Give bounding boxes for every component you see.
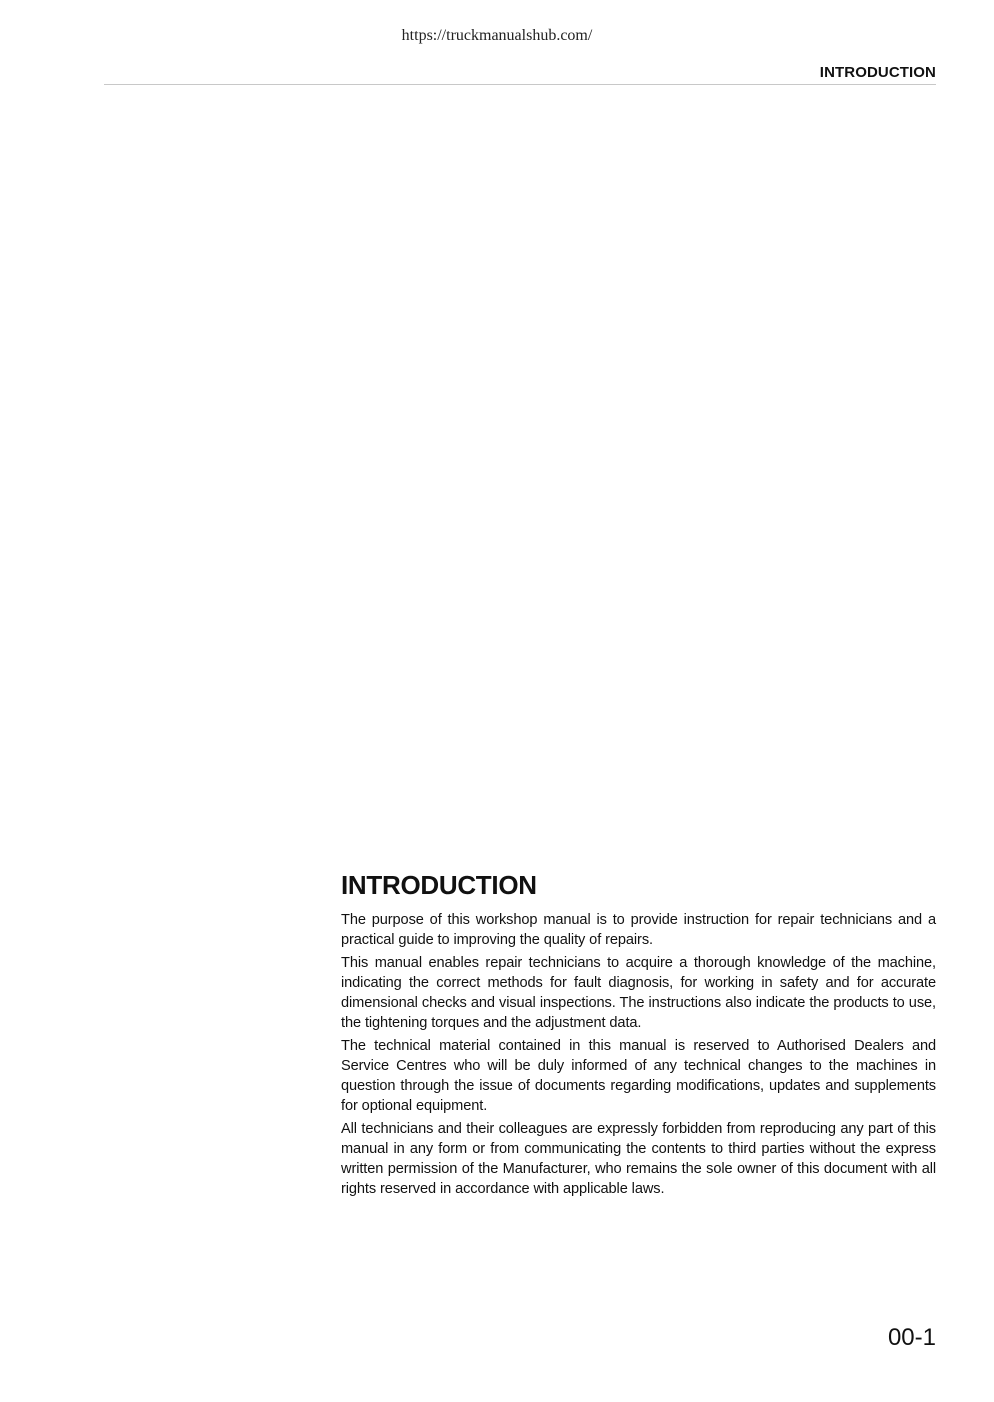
paragraph-reserved-material: The technical material contained in this manual is reserved to Authorised Dealers and Service Centres who will be duly informed of any technical changes to the machines in question through the issue of documents regarding modifications, updates and supplements for optional equipment. xyxy=(341,1038,936,1114)
paragraph-copyright: All technicians and their colleagues are expressly forbidden from reproducing any part of this manual in any form or from communicating the contents to third parties without the express written permission of the Manufacturer, who remains the sole owner of this document with all rights reserved in accordance with applicable laws. xyxy=(341,1121,936,1197)
paragraph-purpose: The purpose of this workshop manual is to provide instruction for repair technicians and a practical guide to improving the quality of repairs. xyxy=(341,912,936,948)
running-header-title: INTRODUCTION xyxy=(819,64,936,81)
paragraph-knowledge: This manual enables repair technicians to acquire a thorough knowledge of the machine, indicating the correct methods for fault diagnosis, for working in safety and for accurate dimensional checks and visual inspections. The instructions also indicate the products to use, the tightening torques and the adjustment data. xyxy=(341,955,936,1031)
section-title: INTRODUCTION xyxy=(341,870,537,900)
header-divider xyxy=(104,84,936,85)
section-content xyxy=(341,868,936,1202)
page-number: 00-1 xyxy=(887,1324,936,1351)
watermark-url: https://truckmanualshub.com/ xyxy=(401,27,593,44)
